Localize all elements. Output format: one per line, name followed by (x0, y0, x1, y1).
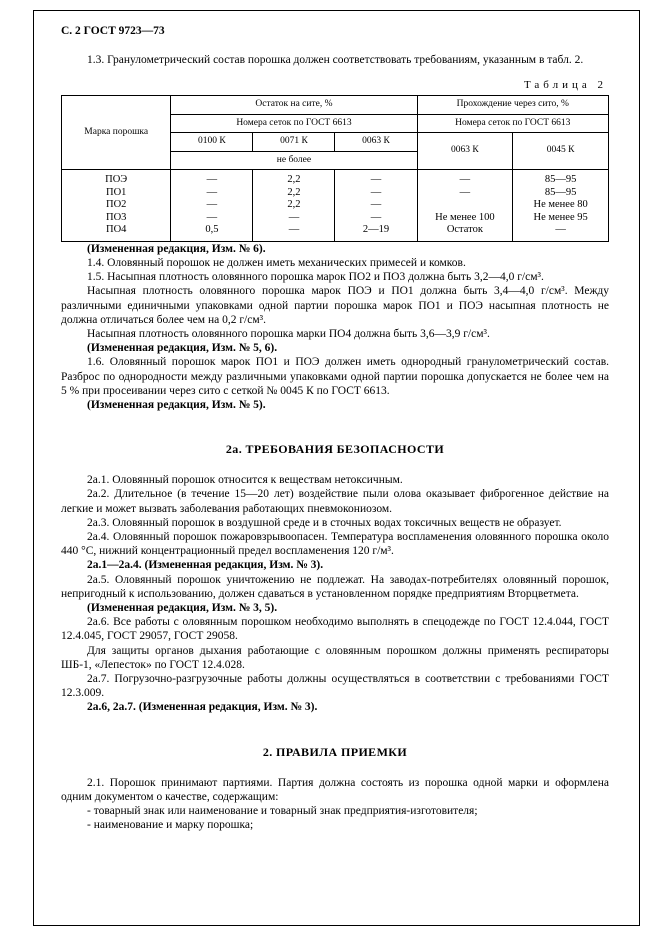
para-2-1: 2.1. Порошок принимают партиями. Партия должна состоять из порошка одной марки и оформлена одним документом о качестве, содержащим: (61, 776, 609, 803)
para-1-5-cont-1: Насыпная плотность оловянного порошка марок ПОЭ и ПО1 должна быть 3,4—4,0 г/см³. Между различными единичными упаковками одной партии порошка марок ПО1 и ПОЭ насыпная плотность не должна отличаться более чем на 0,2 г/см³. (61, 285, 609, 326)
para-2a-1: 2а.1. Оловянный порошок относится к веществам нетоксичным. (87, 474, 403, 487)
para-2a-7: 2а.7. Погрузочно-разгрузочные работы должны осуществляться в соответствии с требованиями ГОСТ 12.3.009. (61, 672, 609, 700)
cell: 0,5 (171, 224, 253, 241)
cell: — (171, 170, 253, 187)
cell: — (171, 212, 253, 225)
para-2a-5: 2а.5. Оловянный порошок уничтожению не подлежат. На заводах-потребителях оловянный порошок, непригодный к использованию, должен сдаваться в установленном порядке предприятиям Вторцветмета. (61, 573, 609, 600)
cell: — (417, 170, 513, 187)
para-1-6: 1.6. Оловянный порошок марок ПО1 и ПОЭ должен иметь однородный гранулометрический состав. Разброс по однородности между различными упаковками одной партии порошка допускается не более чем на 5 % при просеивании через сито с сеткой № 0045 К по ГОСТ 6613. (61, 356, 609, 397)
change-note-2a1-2a4: 2а.1—2а.4. (Измененная редакция, Изм. № 3). (87, 559, 324, 572)
cell: Не менее 95 (513, 212, 609, 225)
cell-mark: ПО1 (62, 187, 171, 200)
cell: — (417, 187, 513, 200)
cell: 85—95 (513, 170, 609, 187)
change-note-3-5: (Измененная редакция, Изм. № 3, 5). (87, 601, 278, 614)
table-header-pass-0063: 0063 К (417, 133, 513, 170)
table-row (62, 170, 609, 187)
table-header-mesh-residue: Номера сеток по ГОСТ 6613 (171, 114, 417, 133)
cell: — (253, 224, 335, 241)
table-2 (61, 95, 609, 242)
table-row (62, 187, 609, 200)
cell: — (335, 199, 417, 212)
table-header-0100: 0100 К (171, 133, 253, 152)
table-row (62, 199, 609, 212)
table-header-0063: 0063 К (335, 133, 417, 152)
cell: — (335, 170, 417, 187)
table-header-pass-group: Прохождение через сито, % (417, 96, 608, 115)
table-row (62, 224, 609, 241)
cell: — (253, 212, 335, 225)
cell: 2,2 (253, 199, 335, 212)
table-header-no-more: не более (171, 151, 417, 170)
cell: Не менее 80 (513, 199, 609, 212)
page-header: С. 2 ГОСТ 9723—73 (61, 25, 165, 37)
section-heading-acceptance: 2. ПРАВИЛА ПРИЕМКИ (262, 744, 408, 759)
cell: — (171, 187, 253, 200)
list-item-trademark: - товарный знак или наименование и товарный знак предприятия-изготовителя; (87, 805, 478, 817)
cell: 85—95 (513, 187, 609, 200)
cell: 2,2 (253, 170, 335, 187)
cell: — (513, 224, 609, 241)
cell-mark: ПО4 (62, 224, 171, 241)
table-2-label: Таблица 2 (523, 79, 607, 92)
cell: Не менее 100 (417, 212, 513, 225)
para-1-4: 1.4. Оловянный порошок не должен иметь механических примесей и комков. (87, 256, 466, 269)
para-1-3: 1.3. Гранулометрический состав порошка должен соответствовать требованиям, указанным в табл. 2. (87, 54, 584, 66)
list-item-name-mark: - наименование и марку порошка; (87, 819, 254, 832)
cell: 2—19 (335, 224, 417, 241)
table-header-residue-group: Остаток на сите, % (171, 96, 417, 115)
para-2a-3: 2а.3. Оловянный порошок в воздушной среде и в сточных водах токсичных веществ не образует. (87, 516, 562, 529)
change-note-5: (Измененная редакция, Изм. № 5). (87, 398, 266, 411)
cell-mark: ПО3 (62, 212, 171, 225)
cell: — (335, 187, 417, 200)
para-2a-4: 2а.4. Оловянный порошок пожаровзрывоопасен. Температура воспламенения оловянного порошка около 440 °С, нижний концентрационный предел воспламенения 120 г/м³. (61, 530, 609, 558)
table-row (62, 212, 609, 225)
section-heading-safety: 2а. ТРЕБОВАНИЯ БЕЗОПАСНОСТИ (225, 442, 445, 457)
para-2a-2: 2а.2. Длительное (в течение 15—20 лет) воздействие пыли олова оказывает фиброгенное действие на легкие и может вызвать заболевания работающих пневмокониозом. (61, 488, 609, 515)
cell-mark: ПОЭ (62, 170, 171, 187)
table-header-0071: 0071 К (253, 133, 335, 152)
para-2a-6: 2а.6. Все работы с оловянным порошком необходимо выполнять в спецодежде по ГОСТ 12.4.044, ГОСТ 12.4.045, ГОСТ 29057, ГОСТ 29058. (61, 616, 609, 643)
cell: 2,2 (253, 187, 335, 200)
cell-mark: ПО2 (62, 199, 171, 212)
cell (417, 199, 513, 212)
para-1-5: 1.5. Насыпная плотность оловянного порошка марок ПО2 и ПО3 должна быть 3,2—4,0 г/см³. (87, 271, 544, 284)
para-1-5-cont-2: Насыпная плотность оловянного порошка марки ПО4 должна быть 3,6—3,9 г/см³. (87, 327, 490, 340)
cell: — (171, 199, 253, 212)
change-note-6: (Измененная редакция, Изм. № 6). (87, 242, 266, 255)
cell: — (335, 212, 417, 225)
cell: Остаток (417, 224, 513, 241)
table-header-mesh-pass: Номера сеток по ГОСТ 6613 (417, 114, 608, 133)
change-note-2a6-2a7: 2а.6, 2а.7. (Измененная редакция, Изм. № 3). (87, 701, 318, 714)
change-note-5-6: (Измененная редакция, Изм. № 5, 6). (87, 342, 278, 355)
document-page (33, 10, 640, 926)
para-2a-6-cont: Для защиты органов дыхания работающие с оловянным порошком должны применять респираторы ШБ-1, «Лепесток» по ГОСТ 12.4.028. (61, 644, 609, 671)
table-header-pass-0045: 0045 К (513, 133, 609, 170)
table-header-mark: Марка порошка (62, 96, 171, 170)
